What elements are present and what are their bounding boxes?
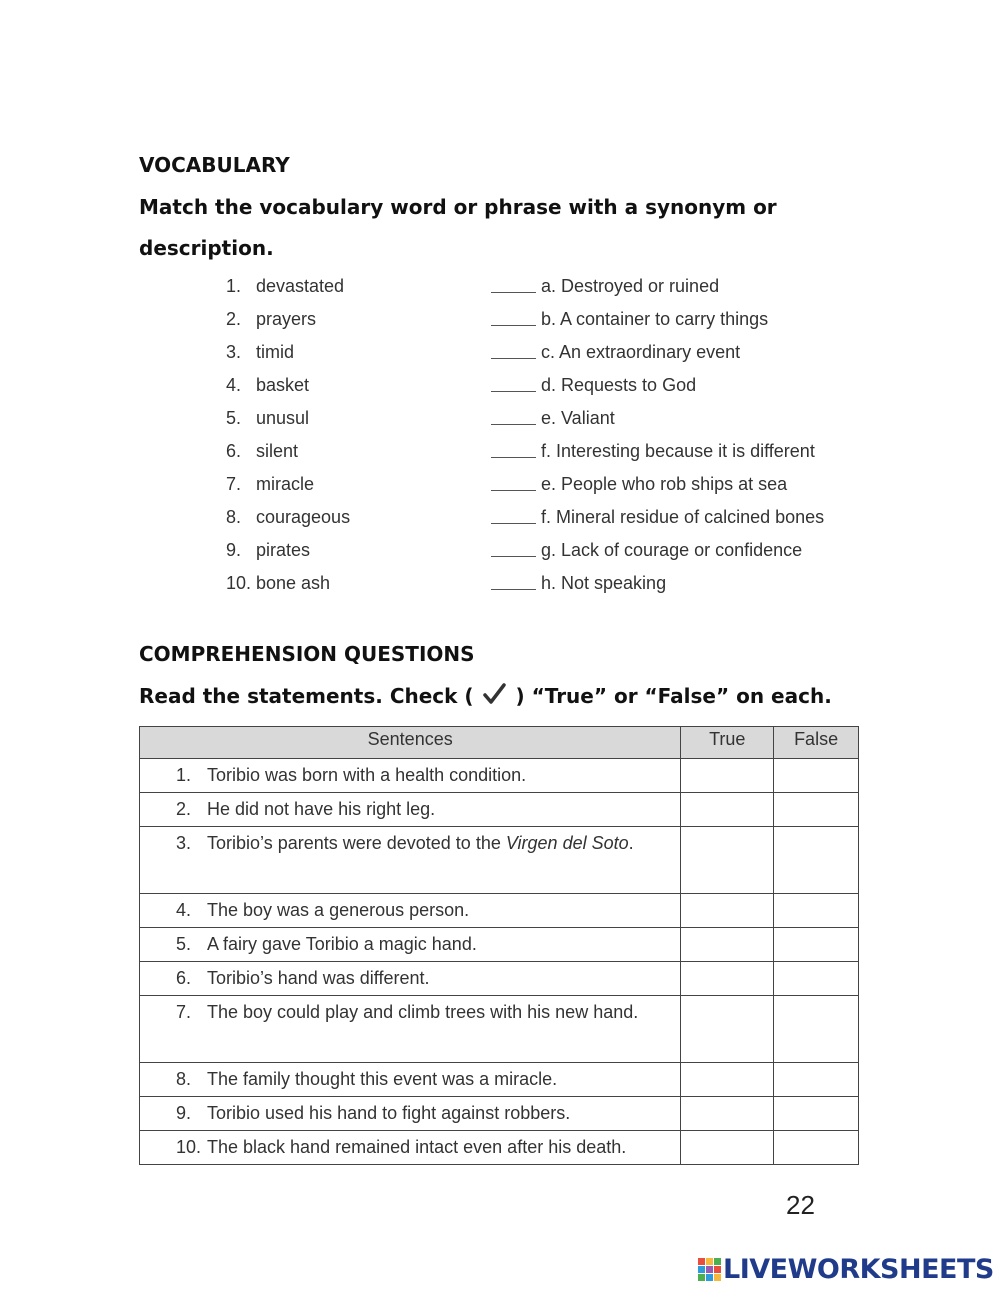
vocab-word: silent — [256, 441, 299, 461]
table-row — [140, 1063, 859, 1097]
vocab-word: courageous — [256, 507, 351, 527]
sentence-cell — [140, 1097, 681, 1131]
vocab-item — [0, 507, 1000, 537]
answer-blank[interactable] — [491, 424, 536, 425]
table-row — [140, 996, 859, 1063]
vocabulary-title: VOCABULARY — [139, 153, 290, 177]
table-header-row — [140, 727, 859, 759]
vocab-number: 7. — [226, 474, 242, 494]
vocab-number: 1. — [226, 276, 242, 296]
vocab-number: 2. — [226, 309, 242, 329]
table-row — [140, 827, 859, 894]
sentence-text: He did not have his right leg. — [207, 799, 436, 819]
vocab-number: 4. — [226, 375, 242, 395]
answer-blank[interactable] — [491, 358, 536, 359]
vocab-number: 5. — [226, 408, 242, 428]
vocab-word: unusul — [256, 408, 310, 428]
comprehension-instruction — [139, 683, 832, 710]
sentence-number: 5. — [176, 934, 192, 954]
false-check-cell[interactable] — [774, 1097, 859, 1131]
vocab-definition: a. Destroyed or ruined — [541, 276, 720, 296]
logo-text: LIVEWORKSHEETS — [723, 1254, 994, 1285]
sentence-cell — [140, 793, 681, 827]
true-check-cell[interactable] — [681, 1097, 774, 1131]
answer-blank[interactable] — [491, 325, 536, 326]
true-check-cell[interactable] — [681, 996, 774, 1063]
table-row — [140, 1131, 859, 1165]
true-check-cell[interactable] — [681, 1063, 774, 1097]
sentence-number: 7. — [176, 1002, 192, 1022]
sentence-cell — [140, 928, 681, 962]
answer-blank[interactable] — [491, 589, 536, 590]
answer-blank[interactable] — [491, 391, 536, 392]
sentence-text-end: . — [628, 833, 634, 853]
vocab-definition: d. Requests to God — [541, 375, 697, 395]
vocab-number: 3. — [226, 342, 242, 362]
vocab-number: 9. — [226, 540, 242, 560]
true-check-cell[interactable] — [681, 827, 774, 894]
answer-blank[interactable] — [491, 457, 536, 458]
page-number: 22 — [786, 1190, 815, 1220]
vocab-item — [0, 441, 1000, 471]
vocab-definition: h. Not speaking — [541, 573, 667, 593]
sentence-number: 8. — [176, 1069, 192, 1089]
true-check-cell[interactable] — [681, 894, 774, 928]
header-false: False — [774, 727, 859, 759]
vocab-word: devastated — [256, 276, 345, 296]
table-row — [140, 759, 859, 793]
false-check-cell[interactable] — [774, 793, 859, 827]
checkmark-icon — [481, 683, 509, 710]
sentence-cell — [140, 894, 681, 928]
vocab-word: basket — [256, 375, 310, 395]
vocab-definition: g. Lack of courage or confidence — [541, 540, 803, 560]
sentence-number: 9. — [176, 1103, 192, 1123]
sentence-number: 6. — [176, 968, 192, 988]
table-row — [140, 928, 859, 962]
sentence-cell — [140, 962, 681, 996]
comprehension-title: COMPREHENSION QUESTIONS — [139, 642, 475, 666]
false-check-cell[interactable] — [774, 827, 859, 894]
vocab-item — [0, 342, 1000, 372]
vocab-item — [0, 276, 1000, 306]
true-check-cell[interactable] — [681, 759, 774, 793]
sentence-number: 3. — [176, 833, 192, 853]
false-check-cell[interactable] — [774, 928, 859, 962]
sentence-text: A fairy gave Toribio a magic hand. — [207, 934, 477, 954]
vocab-word: timid — [256, 342, 295, 362]
sentence-number: 1. — [176, 765, 192, 785]
false-check-cell[interactable] — [774, 962, 859, 996]
instruction-text-before: Read the statements. Check ( — [139, 684, 474, 708]
sentence-cell — [140, 759, 681, 793]
vocab-definition: e. Valiant — [541, 408, 615, 428]
false-check-cell[interactable] — [774, 759, 859, 793]
vocab-item — [0, 474, 1000, 504]
sentence-cell — [140, 996, 681, 1063]
answer-blank[interactable] — [491, 292, 536, 293]
vocab-number: 8. — [226, 507, 242, 527]
table-row — [140, 793, 859, 827]
sentence-cell — [140, 1131, 681, 1165]
vocab-item — [0, 573, 1000, 603]
answer-blank[interactable] — [491, 490, 536, 491]
vocab-item — [0, 375, 1000, 405]
sentence-number: 10. — [176, 1137, 202, 1157]
sentence-text: The black hand remained intact even after his death. — [207, 1137, 627, 1157]
answer-blank[interactable] — [491, 556, 536, 557]
sentence-cell — [140, 1063, 681, 1097]
true-check-cell[interactable] — [681, 928, 774, 962]
vocab-definition: f. Mineral residue of calcined bones — [541, 507, 825, 527]
sentence-text: The boy could play and climb trees with his new hand. — [207, 1002, 639, 1022]
sentence-text-italic: Virgen del Soto — [505, 833, 629, 853]
true-check-cell[interactable] — [681, 1131, 774, 1165]
true-check-cell[interactable] — [681, 962, 774, 996]
sentence-text: Toribio’s hand was different. — [207, 968, 430, 988]
answer-blank[interactable] — [491, 523, 536, 524]
vocab-item — [0, 309, 1000, 339]
sentence-text: The boy was a generous person. — [207, 900, 470, 920]
instruction-text-after: ) “True” or “False” on each. — [515, 684, 832, 708]
vocabulary-instruction-line2: description. — [139, 236, 274, 260]
vocab-word: bone ash — [256, 573, 331, 593]
vocab-definition: e. People who rob ships at sea — [541, 474, 788, 494]
false-check-cell[interactable] — [774, 996, 859, 1063]
table-row — [140, 894, 859, 928]
false-check-cell[interactable] — [774, 1063, 859, 1097]
false-check-cell[interactable] — [774, 894, 859, 928]
table-row — [140, 962, 859, 996]
true-check-cell[interactable] — [681, 793, 774, 827]
sentence-text: Toribio used his hand to fight against robbers. — [207, 1103, 571, 1123]
vocab-item — [0, 540, 1000, 570]
sentence-text: The family thought this event was a miracle. — [207, 1069, 558, 1089]
header-true: True — [681, 727, 774, 759]
sentence-text: Toribio’s parents were devoted to the — [207, 833, 506, 853]
vocab-word: pirates — [256, 540, 311, 560]
false-check-cell[interactable] — [774, 1131, 859, 1165]
logo-blocks-icon — [697, 1256, 723, 1284]
vocab-number: 6. — [226, 441, 242, 461]
vocab-definition: c. An extraordinary event — [541, 342, 741, 362]
vocab-number: 10. — [226, 573, 252, 593]
sentence-number: 2. — [176, 799, 192, 819]
vocabulary-instruction-line1: Match the vocabulary word or phrase with a synonym or — [139, 195, 777, 219]
vocab-item — [0, 408, 1000, 438]
sentence-cell — [140, 827, 681, 894]
liveworksheets-logo — [697, 1254, 994, 1285]
header-sentences: Sentences — [140, 727, 681, 759]
vocab-definition: f. Interesting because it is different — [541, 441, 815, 461]
vocab-word: miracle — [256, 474, 315, 494]
true-false-table — [139, 726, 859, 1165]
vocab-definition: b. A container to carry things — [541, 309, 769, 329]
table-row — [140, 1097, 859, 1131]
sentence-number: 4. — [176, 900, 192, 920]
vocab-word: prayers — [256, 309, 317, 329]
sentence-text: Toribio was born with a health condition. — [207, 765, 527, 785]
